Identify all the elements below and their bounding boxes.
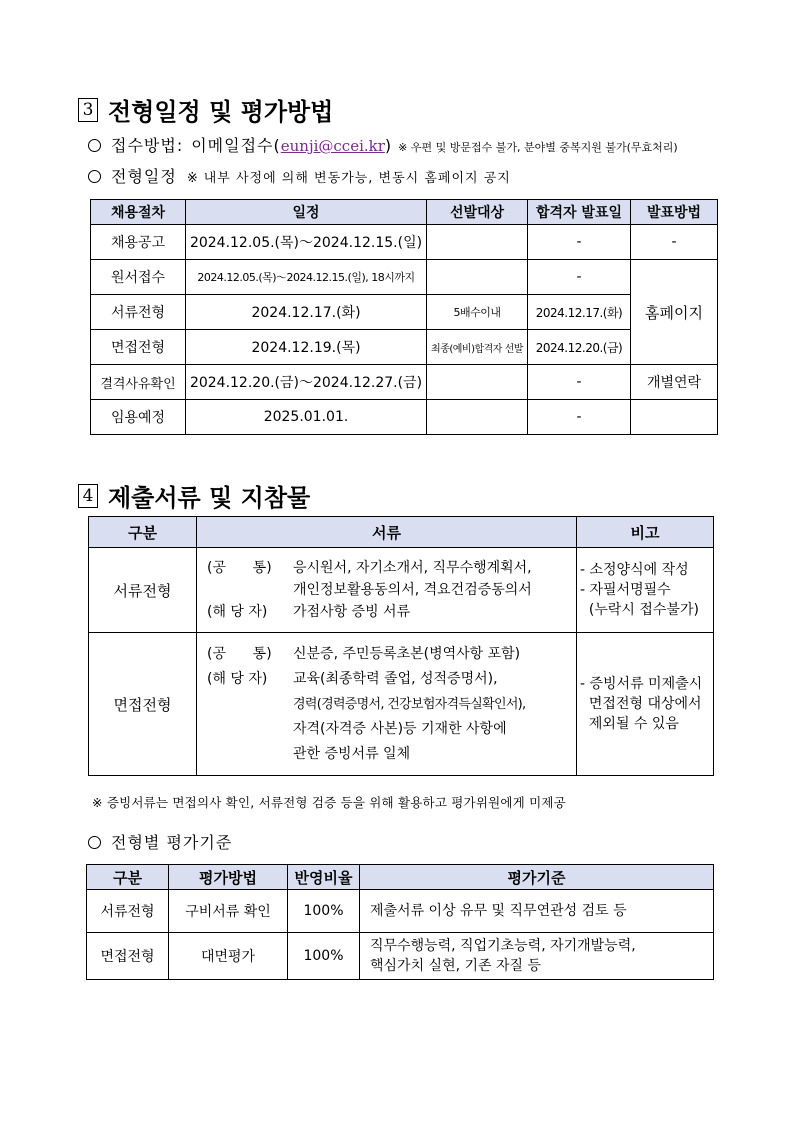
criteria-table [86,864,714,980]
doc-prefix [207,692,293,717]
documents-table [88,516,714,776]
circle-bullet-icon [88,139,101,152]
doc-text: 개인정보활용동의서, 격요건검증동의서 [293,582,532,598]
ratio-cell: 100% [288,890,360,933]
category-cell: 면접전형 [87,933,169,980]
step-cell: 서류전형 [91,295,186,330]
criteria-line: 직무수행능력, 직업기초능력, 자기개발능력, [370,938,636,954]
step-cell: 결격사유확인 [91,365,186,400]
header-cell: 일정 [186,200,427,225]
receipt-label: 접수방법: [111,136,184,155]
target-cell: 최종(예비)합격자 선발 [427,330,528,365]
schedule-label: 전형일정 [111,167,177,186]
step-cell: 임용예정 [91,400,186,435]
step-cell: 면접전형 [91,330,186,365]
doc-text: 응시원서, 자기소개서, 직무수행계획서, [293,560,532,576]
remarks-cell [577,548,714,633]
document-line [207,601,576,623]
date-cell: 2025.01.01. [186,400,427,435]
table-row [91,330,718,365]
table-row [91,295,718,330]
document-line [207,717,576,742]
remark-line: 제외될 수 있음 [580,716,679,732]
header-cell: 평가기준 [360,865,714,890]
section-3-title [78,92,333,127]
category-cell: 면접전형 [89,633,197,776]
document-line [207,557,576,579]
step-cell: 원서접수 [91,260,186,295]
documents-cell [197,548,577,633]
date-cell: 2024.12.05.(목)～2024.12.15.(일) [186,225,427,260]
document-line [207,742,576,767]
target-cell: 5배수이내 [427,295,528,330]
schedule-line [88,164,511,187]
header-cell: 구분 [89,517,197,548]
document-line [207,692,576,717]
date-cell: 2024.12.19.(목) [186,330,427,365]
category-cell: 서류전형 [89,548,197,633]
doc-text: 관한 증빙서류 일체 [293,745,411,762]
receipt-close-paren: ) [384,136,393,155]
remarks-cell [577,633,714,776]
table-row [91,260,718,295]
criteria-line: 제출서류 이상 유무 및 직무연관성 검토 등 [370,903,627,919]
date-cell: 2024.12.05.(목)～2024.12.15.(일), 18시까지 [186,260,427,295]
method-cell: 구비서류 확인 [169,890,288,933]
doc-prefix: (해 당 자) [207,604,268,620]
method-cell: 홈페이지 [631,260,718,365]
category-cell: 서류전형 [87,890,169,933]
receipt-method-line [88,133,678,156]
schedule-note: 내부 사정에 의해 변동가능, 변동시 홈페이지 공지 [203,171,511,186]
section-4-number: 4 [78,484,98,508]
header-cell: 채용절차 [91,200,186,225]
remark-line: - 자필서명필수 [580,582,671,598]
note-symbol: ※ [186,171,198,186]
header-cell: 비고 [577,517,714,548]
doc-prefix: (해 당 자) [207,670,268,687]
doc-prefix [207,579,293,601]
schedule-table [90,199,718,435]
announce-cell: - [528,400,631,435]
ratio-cell: 100% [288,933,360,980]
table-row [89,633,714,776]
step-cell: 채용공고 [91,225,186,260]
circle-bullet-icon [88,170,101,183]
header-cell: 반영비율 [288,865,360,890]
doc-text: 경력(경력증명서, 건강보험자격득실확인서), [293,696,526,712]
doc-prefix [207,742,293,767]
header-cell: 구분 [87,865,169,890]
table-row [91,225,718,260]
table-row [91,400,718,435]
doc-prefix: (공 통) [207,560,272,576]
header-cell: 평가방법 [169,865,288,890]
section-4-heading: 제출서류 및 지참물 [108,484,311,512]
date-cell: 2024.12.17.(화) [186,295,427,330]
announce-cell: - [528,365,631,400]
doc-text: 교육(최종학력 졸업, 성적증명서), [293,670,498,687]
header-cell: 서류 [197,517,577,548]
receipt-method: 이메일접수( [191,136,281,155]
doc-prefix [207,717,293,742]
doc-text: 자격(자격증 사본)등 기재한 사항에 [293,720,507,737]
criteria-cell [360,890,714,933]
table-row [91,365,718,400]
documents-note: ※ 증빙서류는 면접의사 확인, 서류전형 검증 등을 위해 활용하고 평가위원에게 미제공 [92,795,566,810]
date-cell: 2024.12.20.(금)～2024.12.27.(금) [186,365,427,400]
method-cell: 개별연락 [631,365,718,400]
documents-cell [197,633,577,776]
criteria-line [88,830,232,853]
remark-line: - 소정양식에 작성 [580,562,689,578]
remark-line: - 증빙서류 미제출시 [580,676,703,692]
remark-line: (누락시 접수불가) [580,602,699,618]
criteria-label: 전형별 평가기준 [111,833,233,852]
target-cell [427,225,528,260]
table-header-row [91,200,718,225]
target-cell [427,400,528,435]
circle-bullet-icon [88,836,101,849]
method-cell: 대면평가 [169,933,288,980]
announce-cell: 2024.12.20.(금) [528,330,631,365]
document-line [207,579,576,601]
remark-line: 면접전형 대상에서 [580,696,702,712]
section-3-number: 3 [78,98,98,122]
receipt-note: ※ 우편 및 방문접수 불가, 분야별 중복지원 불가(무효처리) [398,141,678,154]
doc-text: 신분증, 주민등록초본(병역사항 포함) [293,645,521,662]
announce-cell: - [528,225,631,260]
document-line [207,642,576,667]
criteria-line: 핵심가치 실현, 기존 자질 등 [370,958,542,974]
contact-email-link[interactable]: eunji@ccei.kr [280,137,385,155]
criteria-cell [360,933,714,980]
target-cell [427,365,528,400]
section-3-heading: 전형일정 및 평가방법 [108,98,334,126]
table-header-row [87,865,714,890]
header-cell: 합격자 발표일 [528,200,631,225]
announce-cell: - [528,260,631,295]
table-row [87,933,714,980]
header-cell: 발표방법 [631,200,718,225]
doc-prefix: (공 통) [207,645,272,662]
method-cell [631,400,718,435]
header-cell: 선발대상 [427,200,528,225]
doc-text: 가점사항 증빙 서류 [293,604,411,620]
section-4-title [78,478,310,513]
method-cell: - [631,225,718,260]
target-cell [427,260,528,295]
table-row [89,548,714,633]
table-row [87,890,714,933]
document-line [207,667,576,692]
table-header-row [89,517,714,548]
announce-cell: 2024.12.17.(화) [528,295,631,330]
